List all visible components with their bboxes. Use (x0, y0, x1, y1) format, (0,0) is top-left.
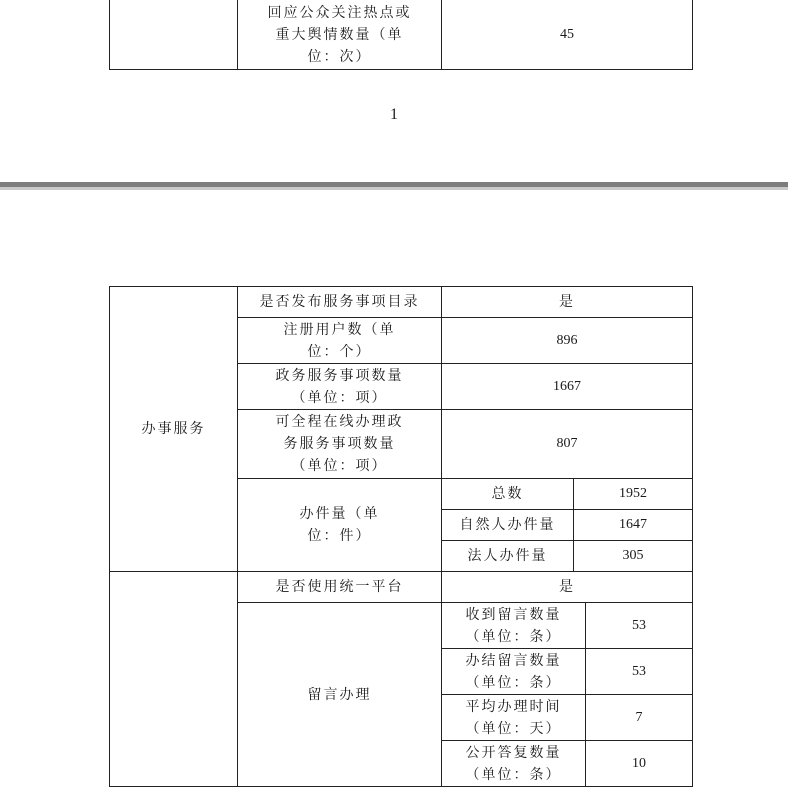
average-handling-time-label: 平均办理时间（单位：天） (442, 695, 586, 741)
service-catalog-label: 是否发布服务事项目录 (238, 287, 442, 318)
caseload-natural-person-value: 1647 (574, 510, 693, 541)
hotspot-response-value: 45 (442, 0, 693, 70)
empty-category-cell (110, 0, 238, 70)
caseload-total-label: 总数 (442, 479, 574, 510)
empty-category-cell (110, 572, 238, 787)
registered-users-label: 注册用户数（单位：个） (238, 318, 442, 364)
unified-platform-value: 是 (442, 572, 693, 603)
caseload-legal-person-value: 305 (574, 541, 693, 572)
table-row (110, 0, 693, 70)
service-table (109, 286, 693, 572)
page-number: 1 (390, 106, 398, 123)
service-category-cell: 办事服务 (110, 287, 238, 572)
table-row (110, 572, 693, 603)
online-service-items-label: 可全程在线办理政务服务事项数量（单位：项） (238, 410, 442, 479)
average-handling-time-value: 7 (586, 695, 693, 741)
interaction-table (109, 571, 693, 787)
document-page-2 (0, 190, 788, 784)
caseload-label: 办件量（单位：件） (238, 479, 442, 572)
public-replies-label: 公开答复数量（单位：条） (442, 741, 586, 787)
received-messages-label: 收到留言数量（单位：条） (442, 603, 586, 649)
caseload-legal-person-label: 法人办件量 (442, 541, 574, 572)
service-catalog-value: 是 (442, 287, 693, 318)
hotspot-response-label: 回应公众关注热点或重大舆情数量（单位：次） (238, 0, 442, 70)
completed-messages-label: 办结留言数量（单位：条） (442, 649, 586, 695)
caseload-total-value: 1952 (574, 479, 693, 510)
document-page-1 (0, 0, 788, 182)
service-items-label: 政务服务事项数量（单位：项） (238, 364, 442, 410)
service-items-value: 1667 (442, 364, 693, 410)
caseload-natural-person-label: 自然人办件量 (442, 510, 574, 541)
received-messages-value: 53 (586, 603, 693, 649)
table-row (110, 287, 693, 318)
completed-messages-value: 53 (586, 649, 693, 695)
message-handling-label: 留言办理 (238, 603, 442, 787)
online-service-items-value: 807 (442, 410, 693, 479)
unified-platform-label: 是否使用统一平台 (238, 572, 442, 603)
hotspot-table (109, 0, 693, 70)
public-replies-value: 10 (586, 741, 693, 787)
registered-users-value: 896 (442, 318, 693, 364)
